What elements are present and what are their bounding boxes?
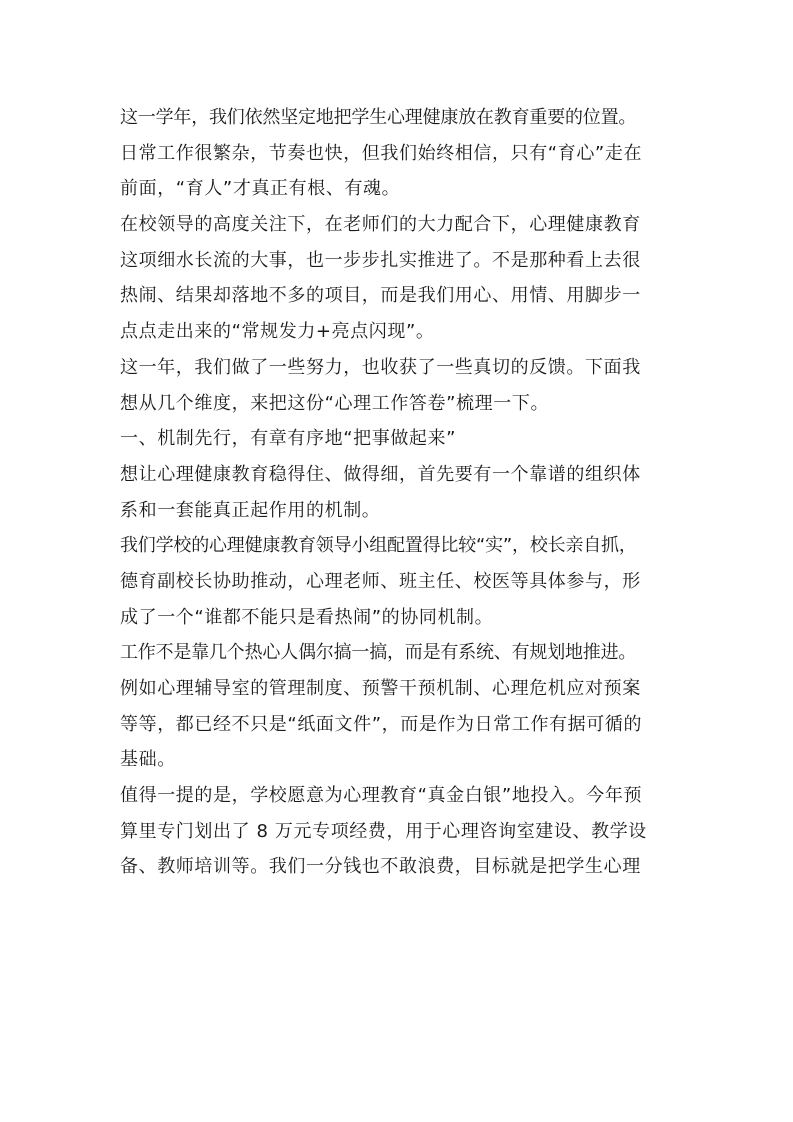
paragraph — [120, 350, 685, 421]
paragraph — [120, 100, 685, 207]
paragraph — [120, 635, 685, 778]
text-line: 前面，“育人”才真正有根、有魂。 — [120, 178, 401, 200]
text-line: 想从几个维度，来把这份“心理工作答卷”梳理一下。 — [120, 392, 550, 414]
text-line: 等等，都已经不只是“纸面文件”，而是作为日常工作有据可循的 — [120, 713, 643, 735]
text-line: 值得一提的是，学校愿意为心理教育“真金白银”地投入。今年预 — [120, 785, 643, 807]
text-line: 这一学年，我们依然坚定地把学生心理健康放在教育重要的位置。 — [120, 107, 637, 128]
text-line: 备、教师培训等。我们一分钱也不敢浪费，目标就是把学生心理 — [120, 856, 641, 878]
text-line: 例如心理辅导室的管理制度、预警干预机制、心理危机应对预案 — [120, 678, 641, 699]
paragraph — [120, 457, 685, 528]
text-line: 日常工作很繁杂，节奏也快，但我们始终相信，只有“育心”走在 — [120, 142, 643, 164]
text-line: 在校领导的高度关注下，在老师们的大力配合下，心理健康教育 — [120, 214, 641, 236]
text-line: 工作不是靠几个热心人偶尔搞一搞，而是有系统、有规划地推进。 — [120, 642, 637, 664]
text-line: 算里专门划出了 8 万元专项经费，用于心理咨询室建设、教学设 — [120, 820, 647, 842]
text-line: 这项细水长流的大事，也一步步扎实推进了。不是那种看上去很 — [120, 249, 641, 271]
paragraph — [120, 207, 685, 350]
document-body — [120, 100, 685, 885]
section-heading — [120, 421, 685, 457]
text-line: 我们学校的心理健康教育领导小组配置得比较“实”，校长亲自抓， — [120, 535, 637, 557]
paragraph — [120, 778, 685, 885]
text-line: 热闹、结果却落地不多的项目，而是我们用心、用情、用脚步一 — [120, 285, 641, 307]
text-line: 这一年，我们做了一些努力，也收获了一些真切的反馈。下面我 — [120, 356, 641, 378]
paragraph — [120, 528, 685, 635]
text-line: 成了一个“谁都不能只是看热闹”的协同机制。 — [120, 606, 494, 628]
text-line: 点点走出来的“常规发力+亮点闪现”。 — [120, 321, 435, 343]
text-line: 基础。 — [120, 749, 176, 771]
text-line: 想让心理健康教育稳得住、做得细，首先要有一个靠谱的组织体 — [120, 463, 641, 485]
text-line: 德育副校长协助推动，心理老师、班主任、校医等具体参与，形 — [120, 570, 641, 592]
heading-line: 一、机制先行，有章有序地“把事做起来” — [120, 428, 457, 450]
text-line: 系和一套能真正起作用的机制。 — [120, 499, 381, 521]
